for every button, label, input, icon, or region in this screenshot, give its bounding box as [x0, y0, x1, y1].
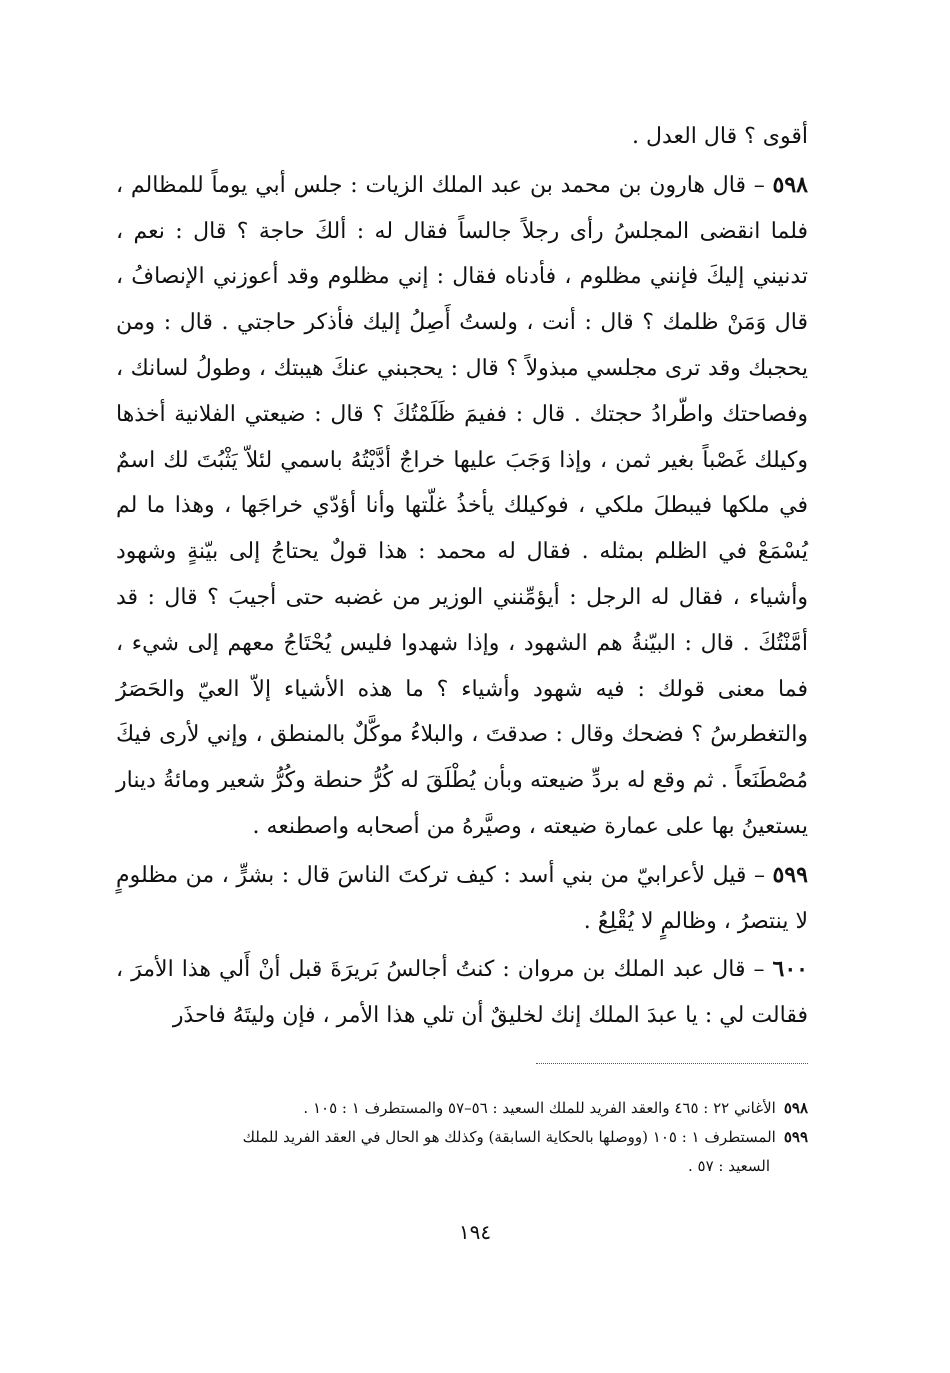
- footnote-599-continuation: [116, 1152, 808, 1181]
- footnote-599: [116, 1123, 808, 1152]
- paragraph-number: ٥٩٨: [772, 171, 808, 198]
- paragraph-text: – قيل لأعرابيّ من بني أسد : كيف تركتَ الناسَ قال : بشرٍّ ، من مظلومٍ لا ينتصرُ ، وظالمٍ لا يُقْلِعُ .: [116, 862, 808, 934]
- main-text: [116, 114, 808, 1039]
- page-number: ١٩٤: [458, 1220, 492, 1244]
- footnote-text: الأغاني ٢٢ : ٤٦٥ والعقد الفريد للملك السعيد : ٥٦–٥٧ والمستطرف ١ : ١٠٥ .: [303, 1099, 776, 1117]
- paragraph-600: [116, 947, 808, 1039]
- paragraph-text: – قال عبد الملك بن مروان : كنتُ أجالسُ بَريرَةَ قبل أنْ أَلي هذا الأمرَ ، فقالت لي : يا عبدَ الملك إنك لخليقٌ أن تلي هذا الأمر ، فإن وليتَهُ فاحذَر: [116, 957, 808, 1029]
- paragraph-599: [116, 853, 808, 945]
- footnote-text: المستطرف ١ : ١٠٥ (ووصلها بالحكاية السابقة) وكذلك هو الحال في العقد الفريد للملك: [242, 1128, 776, 1146]
- footnote-number: ٥٩٩: [783, 1128, 808, 1146]
- paragraph-text: – قال هارون بن محمد بن عبد الملك الزيات : جلس أبي يوماً للمظالم ، فلما انقضى المجلسُ رأى رجلاً جالساً فقال له : ألكَ حاجة ؟ قال : نعم ، تدنيني إليكَ فإنني مظلوم ، فأدناه فقال : إني مظلوم وقد أعوزني الإنصافُ ، قال وَمَنْ ظلمك ؟ قال : أنت ، ولستُ أَصِلُ إليك فأذكر حاجتي . قال : ومن يحجبك وقد ترى مجلسي مبذولاً ؟ قال : يحجبني عنكَ هيبتك ، وطولُ لسانك ، وفصاحتك واطّرادُ حجتك . قال : ففيمَ ظَلَمْتُكَ ؟ قال : ضيعتي الفلانية أخذها وكيلك غَصْباً بغير ثمن ، وإذا وَجَبَ عليها خراجٌ أدَّيْتُهُ باسمي لئلاّ يَثْبُتَ لك اسمٌ في ملكها فيبطلَ ملكي ، فوكيلك يأخذُ غلّتها وأنا أؤدّي خراجَها ، وهذا ما لم يُسْمَعْ في الظلم بمثله . فقال له محمد : هذا قولٌ يحتاجُ إلى بيّنةٍ وشهود وأشياء ، فقال له الرجل : أيؤمِّنني الوزير من غضبه حتى أجيبَ ؟ قال : قد أمَّنْتُكَ . قال : البيّنةُ هم الشهود ، وإذا شهدوا فليس يُحْتَاجُ معهم إلى شيء ، فما معنى قولك : فيه شهود وأشياء ؟ ما هذه الأشياء إلاّ العيّ والحَصَرُ والتغطرسُ ؟ فضحك وقال : صدقتَ ، والبلاءُ موكَّلٌ بالمنطق ، وإني لأرى فيكَ مُصْطَنَعاً . ثم وقع له بردِّ ضيعته وبأن يُطْلَقَ له كُرُّ حنطة وكُرُّ شعير ومائةُ دينار يستعينُ بها على عمارة ضيعته ، وصيَّرهُ من أصحابه واصطنعه .: [116, 172, 808, 839]
- paragraph-number: ٦٠٠: [772, 956, 808, 983]
- paragraph-598: [116, 163, 808, 850]
- paragraph-number: ٥٩٩: [772, 861, 808, 888]
- paragraph-continuation: [116, 114, 808, 160]
- paragraph-text: أقوى ؟ قال العدل .: [631, 124, 808, 149]
- footnote-598: [116, 1094, 808, 1123]
- footnote-number: ٥٩٨: [783, 1099, 808, 1117]
- footnote-divider: [536, 1063, 808, 1064]
- footnotes: [116, 1094, 808, 1181]
- footnote-text: السعيد : ٥٧ .: [687, 1157, 770, 1175]
